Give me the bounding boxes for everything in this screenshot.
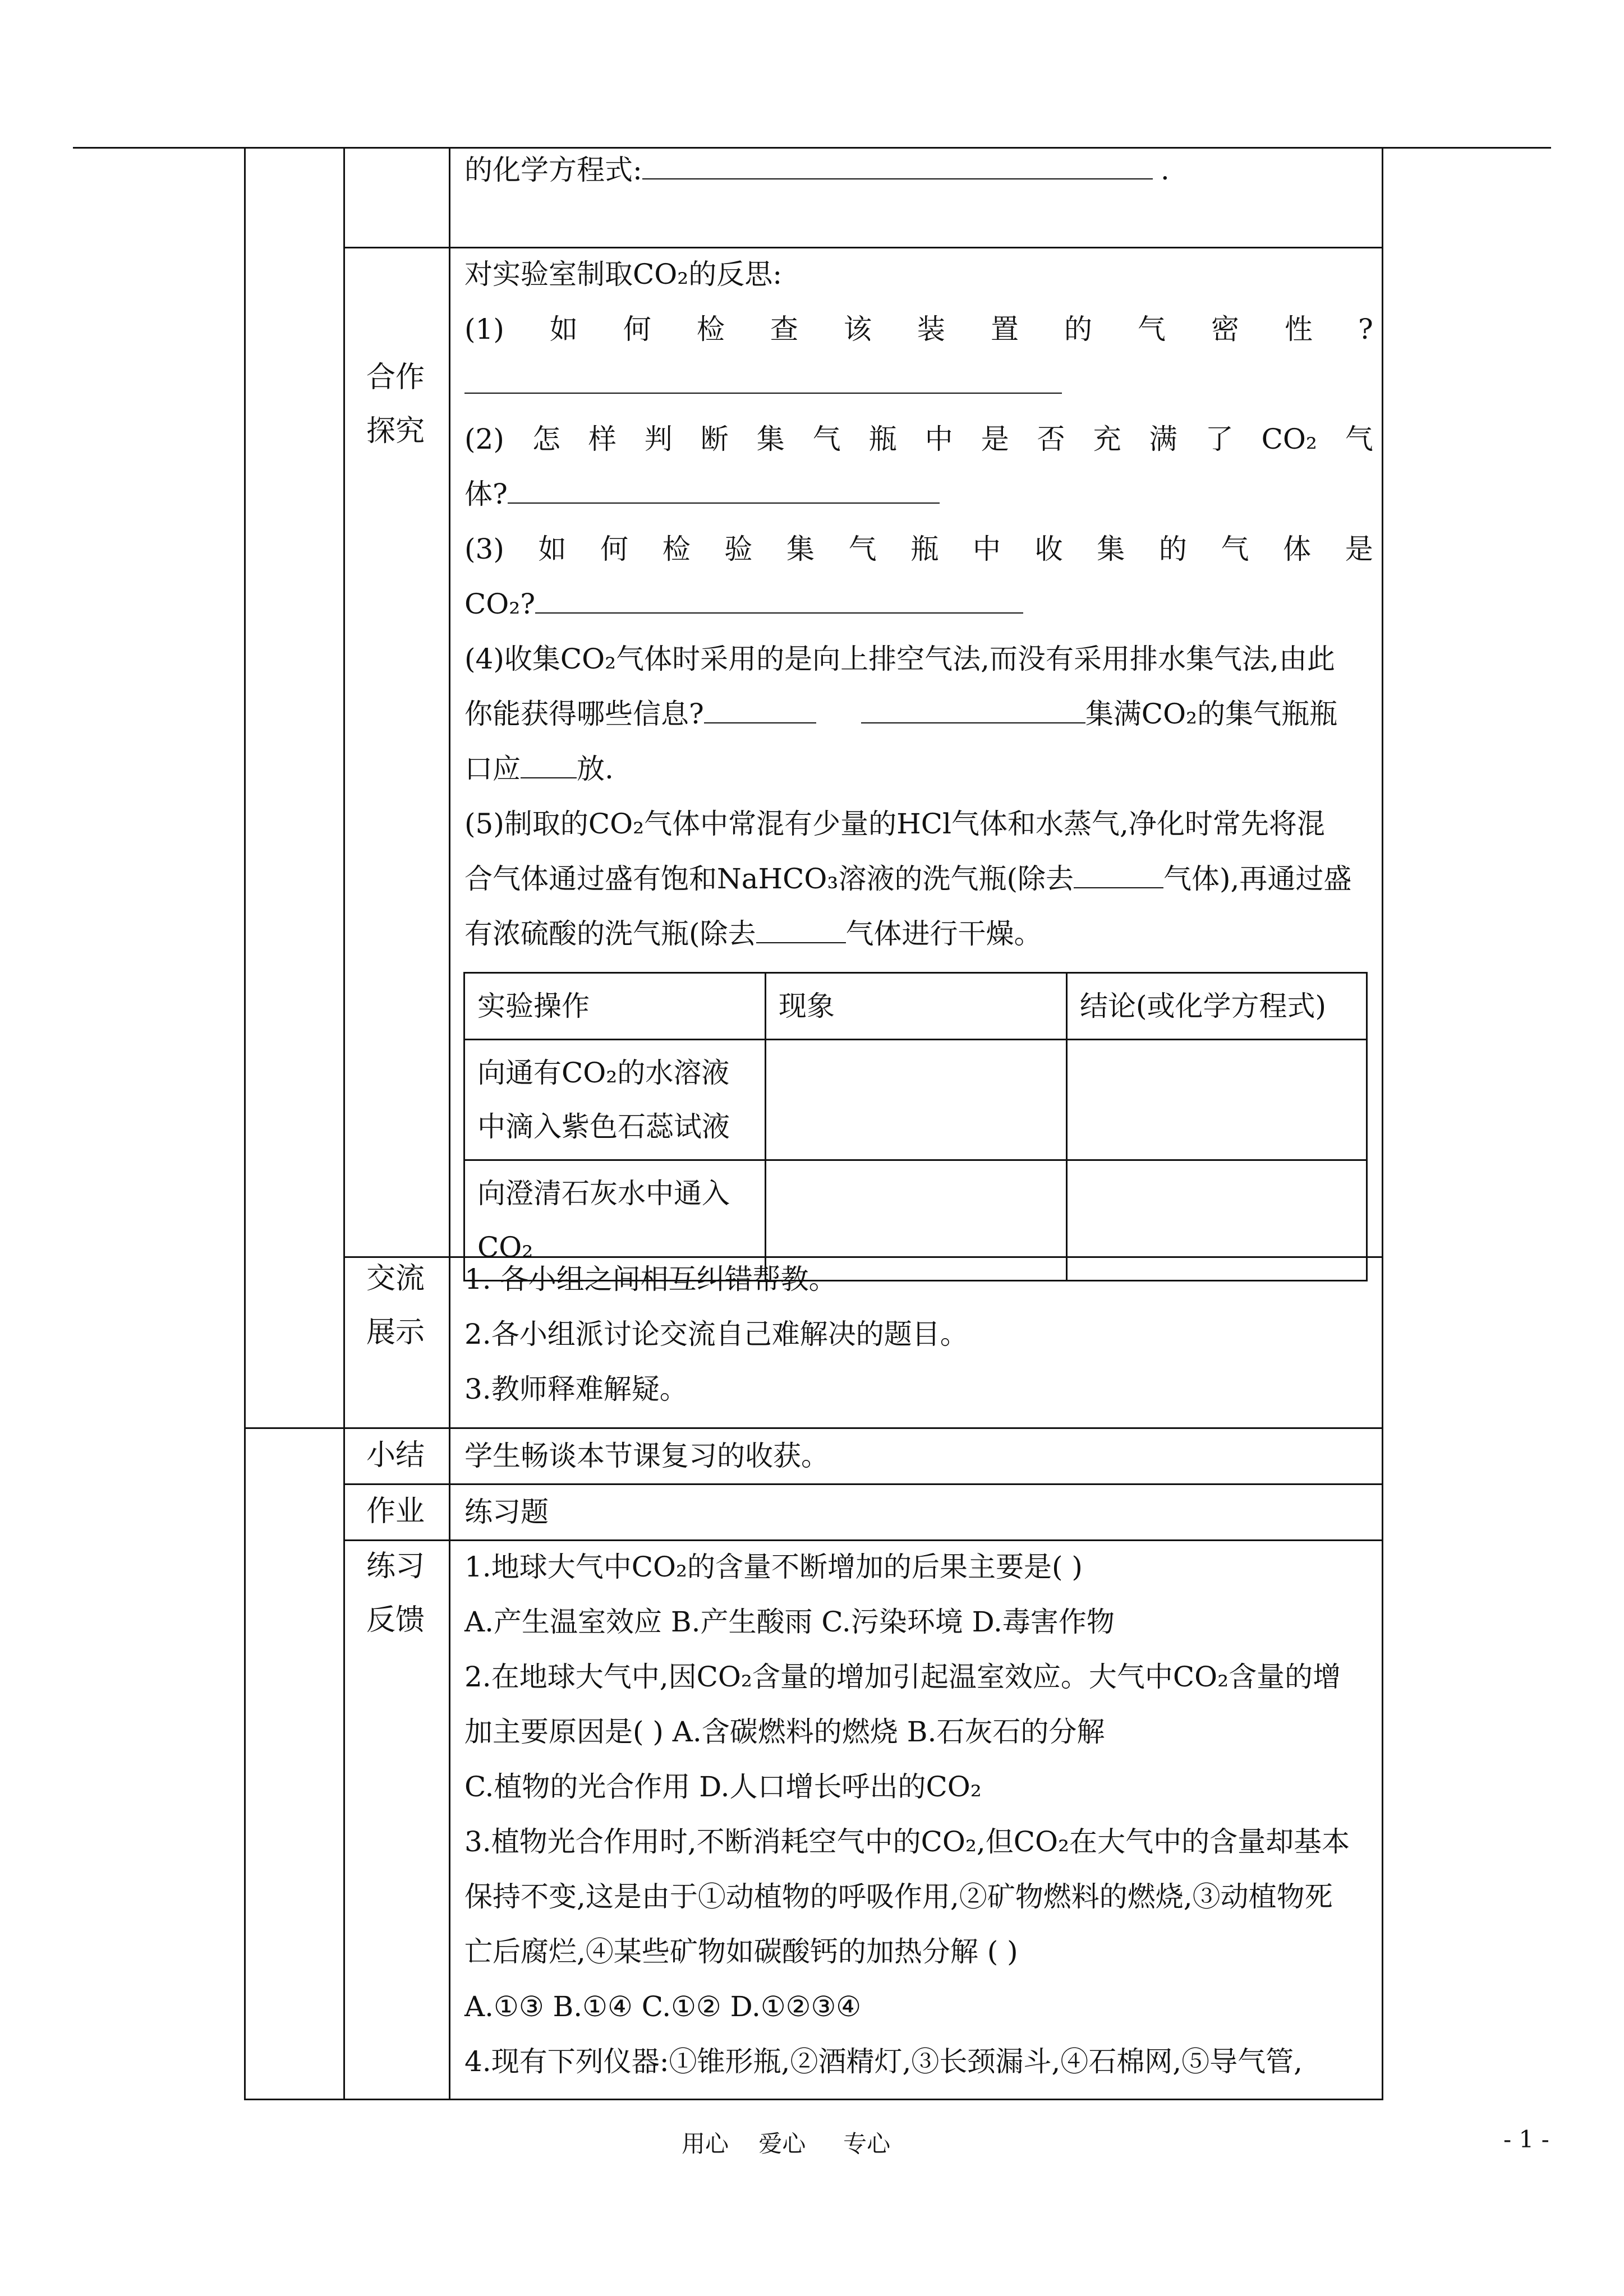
question-char: 该 — [843, 313, 872, 345]
question-5-line1: (5)制取的CO₂气体中常混有少量的HCl气体和水蒸气,净化时常先将混 — [464, 808, 1325, 840]
exchange-item: 3.教师释难解疑。 — [464, 1373, 688, 1405]
summary-text: 学生畅谈本节课复习的收获。 — [464, 1440, 829, 1472]
practice-line: 4.现有下列仪器:①锥形瓶,②酒精灯,③长颈漏斗,④石棉网,⑤导气管, — [464, 2045, 1303, 2078]
question-char: 气 — [848, 533, 877, 565]
exchange-label: 交流 展示 — [366, 1262, 425, 1349]
question-char: 是 — [1345, 533, 1373, 565]
q4-blank-b[interactable] — [861, 688, 1085, 723]
question-char: 体 — [1283, 533, 1312, 565]
q3-blank[interactable] — [535, 578, 1023, 614]
question-char: 置 — [990, 313, 1019, 345]
practice-line: A.产生温室效应 B.产生酸雨 C.污染环境 D.毒害作物 — [464, 1606, 1115, 1638]
conclusion-cell-1[interactable] — [1066, 1040, 1367, 1160]
practice-line: 3.植物光合作用时,不断消耗空气中的CO₂,但CO₂在大气中的含量却基本 — [464, 1825, 1350, 1858]
question-4-line3: 口应 放. — [464, 741, 1373, 796]
question-char: 判 — [644, 423, 673, 455]
question-char: (2) — [464, 423, 504, 455]
question-char: 的 — [1158, 533, 1187, 565]
summary-label: 小结 — [366, 1439, 425, 1472]
question-char: 满 — [1149, 423, 1177, 455]
operation-cell-1: 向通有CO₂的水溶液 中滴入紫色石蕊试液 — [464, 1040, 766, 1160]
q4-blank-a[interactable] — [704, 688, 816, 723]
q2-blank[interactable] — [508, 468, 940, 504]
question-char: 集 — [1097, 533, 1125, 565]
question-char: 中 — [972, 533, 1001, 565]
question-char: 中 — [924, 423, 953, 455]
header-conclusion: 结论(或化学方程式) — [1066, 973, 1367, 1040]
q5-blank-b[interactable] — [756, 907, 846, 943]
question-char: 瓶 — [868, 423, 897, 455]
operation-cell-2: 向澄清石灰水中通入 CO₂ — [464, 1160, 766, 1281]
header-operation: 实验操作 — [464, 973, 766, 1040]
question-char: 气 — [1137, 313, 1166, 345]
question-char: 何 — [623, 313, 651, 345]
question-3-line2: CO₂? — [464, 577, 1373, 631]
exchange-item: 2.各小组派讨论交流自己难解决的题目。 — [464, 1318, 968, 1350]
practice-label: 练习 反馈 — [366, 1550, 425, 1637]
question-char: (3) — [464, 533, 504, 565]
q4-blank-c[interactable] — [521, 743, 577, 778]
question-char: 检 — [662, 533, 691, 565]
question-char: 瓶 — [910, 533, 939, 565]
exchange-content — [464, 1252, 1373, 1417]
homework-text: 练习题 — [464, 1496, 549, 1528]
equation-prompt: 的化学方程式: . — [464, 142, 1373, 197]
equation-blank[interactable] — [642, 144, 1153, 179]
question-char: 装 — [917, 313, 945, 345]
practice-line: 2.在地球大气中,因CO₂含量的增加引起温室效应。大气中CO₂含量的增 — [464, 1661, 1341, 1693]
practice-line: C.植物的光合作用 D.人口增长呼出的CO₂ — [464, 1771, 982, 1803]
question-1 — [464, 302, 1373, 357]
question-3 — [464, 522, 1373, 577]
question-char: 集 — [786, 533, 815, 565]
practice-line: 保持不变,这是由于①动植物的呼吸作用,②矿物燃料的燃烧,③动植物死 — [464, 1880, 1333, 1913]
question-char: 样 — [588, 423, 617, 455]
homework-label: 作业 — [366, 1495, 425, 1528]
header-phenomenon: 现象 — [766, 973, 1067, 1040]
question-char: 怎 — [532, 423, 560, 455]
question-5-line3: 有浓硫酸的洗气瓶(除去 气体进行干燥。 — [464, 906, 1373, 961]
question-char: ? — [1358, 313, 1373, 345]
question-char: 验 — [724, 533, 753, 565]
question-4-line2: 你能获得哪些信息? 集满CO₂的集气瓶瓶 — [464, 686, 1373, 741]
cooperation-label: 合作 探究 — [366, 361, 425, 448]
practice-line: A.①③ B.①④ C.①② D.①②③④ — [464, 1990, 862, 2023]
question-2-line2: 体? — [464, 467, 1373, 522]
reflection-intro: 对实验室制取CO₂的反思: — [464, 258, 783, 291]
question-char: 充 — [1093, 423, 1121, 455]
question-char: (1) — [464, 313, 504, 345]
q5-blank-a[interactable] — [1074, 852, 1163, 888]
question-char: 气 — [1221, 533, 1249, 565]
question-char: 了 — [1205, 423, 1234, 455]
question-char: 收 — [1034, 533, 1063, 565]
question-4-line1: (4)收集CO₂气体时采用的是向上排空气法,而没有采用排水集气法,由此 — [464, 643, 1335, 675]
table-border-right — [1382, 147, 1383, 2099]
q1-blank[interactable] — [464, 358, 1062, 394]
question-2 — [464, 412, 1373, 467]
exchange-item: 1. 各小组之间相互纠错帮教。 — [464, 1263, 837, 1295]
question-char: 断 — [700, 423, 729, 455]
question-char: 是 — [981, 423, 1009, 455]
table-border-left — [244, 147, 246, 2099]
question-char: 的 — [1064, 313, 1092, 345]
question-char: 如 — [549, 313, 578, 345]
question-char: 检 — [696, 313, 725, 345]
footer-motto: 用心 爱心 专心 — [682, 2130, 891, 2157]
experiment-table — [463, 972, 1368, 1281]
table-border-bottom — [244, 2099, 1383, 2100]
question-char: 气 — [812, 423, 841, 455]
question-1-answer — [464, 357, 1373, 412]
table-col-divider-1 — [343, 147, 345, 2099]
question-5-line2: 合气体通过盛有饱和NaHCO₃溶液的洗气瓶(除去 气体),再通过盛 — [464, 851, 1373, 906]
question-char: 何 — [600, 533, 629, 565]
question-char: 性 — [1285, 313, 1313, 345]
practice-line: 加主要原因是( ) A.含碳燃料的燃烧 B.石灰石的分解 — [464, 1716, 1105, 1748]
phenomenon-cell-1[interactable] — [766, 1040, 1067, 1160]
question-char: 查 — [770, 313, 798, 345]
question-char: 如 — [538, 533, 567, 565]
cooperation-content — [464, 247, 1373, 961]
question-char: 密 — [1211, 313, 1239, 345]
practice-content — [464, 1539, 1373, 2089]
question-char: 否 — [1037, 423, 1065, 455]
question-char: 集 — [756, 423, 785, 455]
question-char: CO₂ — [1261, 423, 1317, 455]
page-number: - 1 - — [1503, 2126, 1549, 2153]
question-char: 气 — [1345, 423, 1373, 455]
practice-line: 亡后腐烂,④某些矿物如碳酸钙的加热分解 ( ) — [464, 1935, 1018, 1968]
practice-line: 1.地球大气中CO₂的含量不断增加的后果主要是( ) — [464, 1551, 1083, 1583]
table-col-divider-2 — [449, 147, 450, 2099]
